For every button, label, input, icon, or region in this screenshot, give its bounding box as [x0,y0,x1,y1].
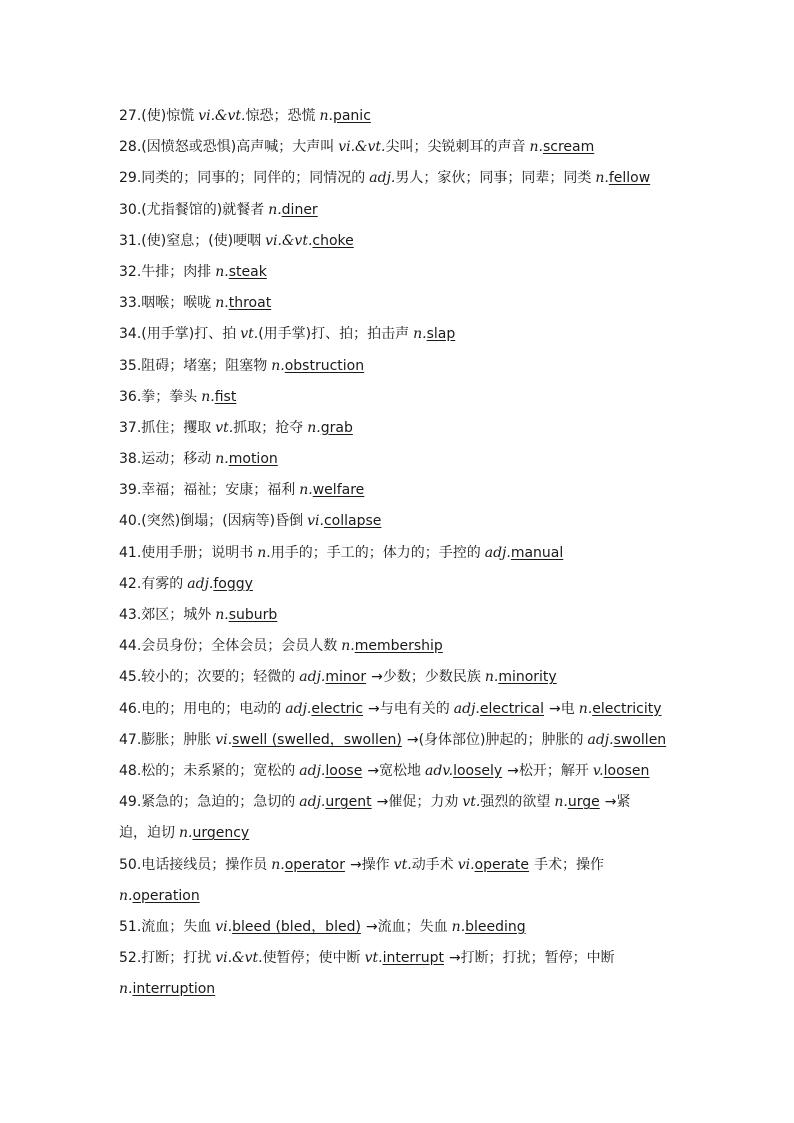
vocab-line [119,850,679,881]
vocab-line [119,818,679,849]
vocab-line [119,101,679,132]
answer-word: manual [510,544,564,561]
vocab-line [119,569,679,600]
definition-text: 31.(使)窒息；(使)哽咽 [119,232,262,249]
part-of-speech: adj. [587,731,614,748]
definition-text: →与电有关的 [368,700,450,717]
answer-word: collapse [323,513,382,530]
answer-word: minor [325,669,367,686]
part-of-speech: n. [307,419,321,436]
definition-text: 手术；操作 [534,856,605,873]
vocab-line [119,257,679,288]
answer-word: welfare [312,482,365,499]
part-of-speech: adv. [425,762,454,779]
answer-word: loosely [453,762,503,779]
vocab-line [119,725,679,756]
answer-word: obstruction [284,357,365,374]
answer-word: loosen [603,762,650,779]
definition-text: 使暂停；使中断 [262,950,361,967]
part-of-speech: vi. [307,513,324,530]
part-of-speech: vt. [215,419,234,436]
part-of-speech: vi. [457,856,475,873]
answer-word: urgent [325,794,372,811]
answer-word: swell (swelled，swollen) [232,731,402,748]
answer-word: electrical [479,700,544,717]
part-of-speech: adj. [369,170,396,187]
vocab-line [119,662,679,693]
vocab-line [119,787,679,818]
answer-word: swollen [613,731,667,748]
answer-word: bleed (bled，bled) [232,918,361,935]
definition-text: →打断；打扰；暂停；中断 [448,950,615,967]
part-of-speech: n. [319,108,333,124]
definition-text: 抓取；抢夺 [233,419,304,436]
vocab-line [119,506,679,537]
answer-word: foggy [213,575,253,592]
part-of-speech: vt. [364,950,383,967]
answer-word: scream [542,139,595,156]
part-of-speech: vt. [240,326,259,343]
definition-text: 52.打断；打扰 [119,950,212,967]
definition-text: 33.咽喉；喉咙 [119,295,212,312]
vocab-line [119,974,679,1005]
part-of-speech: n. [451,918,466,935]
definition-text: 动手术 [411,856,454,873]
definition-text: 48.松的；未系紧的；宽松的 [119,762,296,779]
vocab-line [119,631,679,662]
part-of-speech: n. [554,794,568,811]
definition-text: →操作 [349,856,390,873]
part-of-speech: n. [201,388,215,405]
vocab-line [119,319,679,350]
vocab-line [119,881,679,912]
part-of-speech: n. [215,295,229,312]
answer-word: operation [132,887,200,904]
answer-word: slap [426,326,456,343]
vocab-line [119,475,679,506]
definition-text: 36.拳；拳头 [119,388,198,405]
part-of-speech: adj. [299,669,326,686]
part-of-speech: adj. [285,700,312,717]
part-of-speech: n. [484,669,499,686]
vocab-line [119,195,679,226]
vocab-line [119,351,679,382]
answer-word: urgency [192,825,250,842]
definition-text: 45.较小的；次要的；轻微的 [119,669,296,686]
answer-word: steak [228,263,267,280]
definition-text: 50.电话接线员；操作员 [119,856,268,873]
part-of-speech: vi.&vt. [265,232,313,249]
definition-text: 51.流血；失血 [119,918,212,935]
answer-word: diner [281,201,318,218]
answer-word: panic [332,108,371,124]
part-of-speech: n. [595,170,609,187]
definition-text: 37.抓住；攫取 [119,419,212,436]
vocab-line [119,163,679,194]
answer-word: choke [312,232,354,249]
definition-text: 49.紧急的；急迫的；急切的 [119,794,296,811]
answer-word: grab [320,419,353,436]
definition-text: →宽松地 [367,762,422,779]
definition-text: 32.牛排；肉排 [119,263,212,280]
part-of-speech: n. [529,139,543,156]
vocab-line [119,943,679,974]
definition-text: →松开；解开 [507,762,589,779]
definition-text: 27.(使)惊慌 [119,108,195,124]
answer-word: throat [228,295,272,312]
definition-text: 44.会员身份；全体会员；会员人数 [119,638,338,655]
part-of-speech: n. [119,887,133,904]
answer-word: loose [325,762,363,779]
answer-word: interrupt [382,950,444,967]
part-of-speech: n. [268,201,282,218]
part-of-speech: vi.&vt. [338,139,386,156]
answer-word: membership [354,638,443,655]
definition-text: 28.(因愤怒或恐惧)高声喊；大声叫 [119,139,335,156]
definition-text: →催促；力劝 [376,794,459,811]
answer-word: urge [567,794,600,811]
answer-word: bleeding [465,918,526,935]
definition-text: 30.(尤指餐馆的)就餐者 [119,201,265,218]
definition-text: 29.同类的；同事的；同伴的；同情况的 [119,170,366,187]
definition-text: 惊恐；恐慌 [245,108,316,124]
vocab-line [119,538,679,569]
answer-word: operate [474,856,530,873]
part-of-speech: n. [179,825,193,842]
definition-text: →电 [549,700,575,717]
vocab-line [119,413,679,444]
definition-text: 35.阻碍；堵塞；阻塞物 [119,357,268,374]
part-of-speech: vi. [215,918,233,935]
answer-word: operator [284,856,345,873]
vocab-line [119,382,679,413]
definition-text: →(身体部位)肿起的；肿胀的 [406,731,584,748]
definition-text: 迫，迫切 [119,825,175,842]
definition-text: →流血；失血 [365,918,448,935]
part-of-speech: n. [271,357,285,374]
part-of-speech: n. [271,856,285,873]
definition-text: 38.运动；移动 [119,451,212,468]
definition-text: 用手的；手工的；体力的；手控的 [270,544,481,561]
part-of-speech: n. [413,326,427,343]
part-of-speech: n. [341,638,355,655]
vocab-line [119,132,679,163]
definition-text: 47.膨胀；肿胀 [119,731,212,748]
part-of-speech: vt. [393,856,412,873]
vocab-line [119,600,679,631]
definition-text: 42.有雾的 [119,575,184,592]
definition-text: 男人；家伙；同事；同辈；同类 [395,170,592,187]
part-of-speech: vi.&vt. [215,950,263,967]
answer-word: interruption [132,981,216,998]
definition-text: 34.(用手掌)打、拍 [119,326,237,343]
part-of-speech: n. [215,451,229,468]
part-of-speech: n. [299,482,313,499]
part-of-speech: vi.&vt. [198,108,246,124]
part-of-speech: n. [215,607,229,623]
definition-text: 强烈的欲望 [480,794,551,811]
vocabulary-list [119,101,679,1005]
definition-text: →紧 [604,794,631,811]
answer-word: fist [214,388,237,405]
vocab-line [119,756,679,787]
vocab-line [119,912,679,943]
definition-text: 尖叫；尖锐刺耳的声音 [385,139,526,156]
definition-text: 43.郊区；城外 [119,607,212,623]
part-of-speech: vi. [215,731,233,748]
answer-word: electricity [592,700,662,717]
vocab-line [119,444,679,475]
definition-text: 40.(突然)倒塌；(因病等)昏倒 [119,513,304,530]
answer-word: electric [311,700,364,717]
answer-word: motion [228,451,278,468]
part-of-speech: adj. [299,794,326,811]
part-of-speech: vt. [462,794,481,811]
vocab-line [119,226,679,257]
part-of-speech: v. [592,762,604,779]
definition-text: (用手掌)打、拍；拍击声 [258,326,410,343]
answer-word: suburb [228,607,278,623]
part-of-speech: adj. [484,544,511,561]
part-of-speech: adj. [453,700,480,717]
part-of-speech: n. [215,263,229,280]
part-of-speech: adj. [187,575,214,592]
definition-text: 39.幸福；福祉；安康；福利 [119,482,296,499]
answer-word: fellow [608,170,651,187]
part-of-speech: adj. [299,762,326,779]
part-of-speech: n. [119,981,133,998]
part-of-speech: n. [257,544,271,561]
part-of-speech: n. [578,700,593,717]
definition-text: →少数；少数民族 [371,669,481,686]
vocab-line [119,694,679,725]
answer-word: minority [498,669,557,686]
vocab-line [119,288,679,319]
definition-text: 46.电的；用电的；电动的 [119,700,282,717]
definition-text: 41.使用手册；说明书 [119,544,254,561]
